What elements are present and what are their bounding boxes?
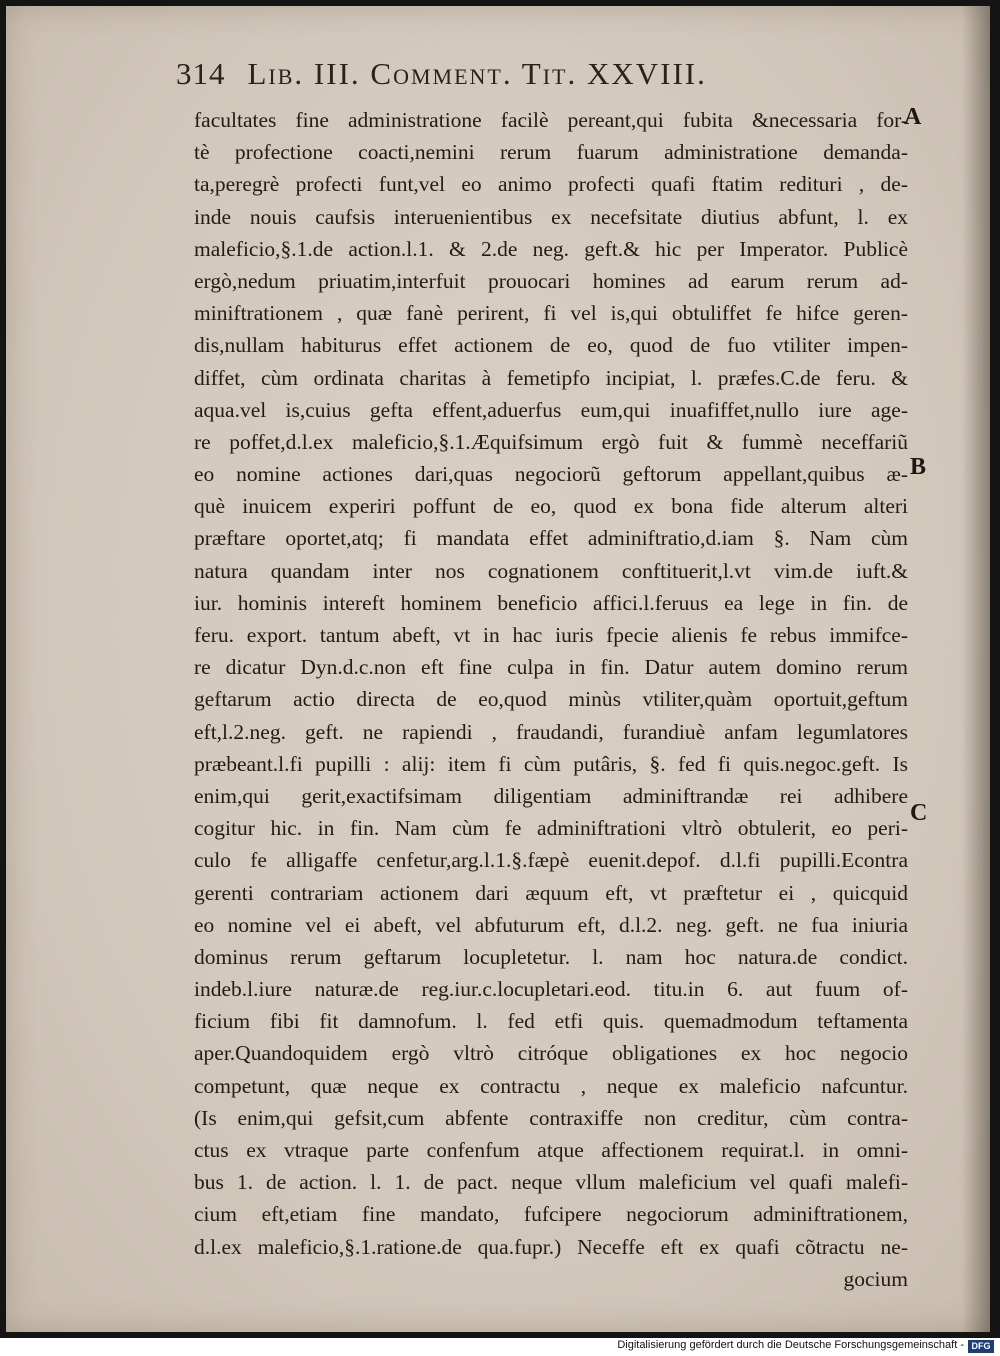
text-line: indeb.l.iure naturæ.de reg.iur.c.locupletari.eod. titu.in 6. aut fuum of-	[194, 977, 908, 1002]
running-title: Lib. III. Comment. Tit. XXVIII.	[247, 56, 707, 91]
text-line: miniftrationem , quæ fanè perirent, fi vel is,qui obtuliffet fe hifce geren-	[194, 301, 908, 326]
text-line: dis,nullam habiturus effet actionem de eo, quod de fuo vtiliter impen-	[194, 333, 908, 358]
text-line: natura quandam inter nos cognationem conftituerit,l.vt vim.de iuft.&	[194, 558, 908, 583]
text-line: ergò,nedum priuatim,interfuit prouocari homines ad earum rerum ad-	[194, 268, 908, 293]
text-line: gerenti contrariam actionem dari æquum eft, vt præftetur ei , quicquid	[194, 880, 908, 905]
text-line: culo fe alligaffe cenfetur,arg.l.1.§.fæpè euenit.depof. d.l.fi pupilli.Econtra	[194, 848, 908, 873]
margin-letter-b: B	[910, 454, 927, 480]
dfg-logo-icon: DFG	[968, 1340, 994, 1353]
text-line: què inuicem experiri poffunt de eo, quod ex bona fide alterum alteri	[194, 494, 908, 519]
text-line: inde nouis caufsis interuenientibus ex necefsitate diutius abfunt, l. ex	[194, 204, 908, 229]
page-edge-shadow	[962, 6, 990, 1332]
text-line: d.l.ex maleficio,§.1.ratione.de qua.fupr.) Neceffe eft ex quafi cõtractu ne-	[194, 1234, 908, 1259]
text-line: præbeant.l.fi pupilli : alij: item fi cùm putâris, §. fed fi quis.negoc.geft. Is	[194, 751, 908, 776]
text-line: maleficio,§.1.de action.l.1. & 2.de neg. geft.& hic per Imperator. Publicè	[194, 236, 908, 261]
margin-letter-c: C	[910, 800, 928, 826]
text-line: tè profectione coacti,nemini rerum fuarum administratione demanda-	[194, 140, 908, 165]
text-line: feru. export. tantum abeft, vt in hac iuris fpecie alienis fe rebus immifce-	[194, 623, 908, 647]
text-line: bus 1. de action. l. 1. de pact. neque vllum maleficium vel quafi malefi-	[194, 1170, 908, 1195]
footer-bar	[0, 1338, 1000, 1356]
text-line: eo nomine vel ei abeft, vel abfuturum eft, d.l.2. neg. geft. ne fua iniuria	[194, 912, 908, 937]
text-line: eo nomine actiones dari,quas negociorũ geftorum appellant,quibus æ-	[194, 462, 908, 487]
catchword: gocium	[843, 1266, 908, 1291]
text-line: competunt, quæ neque ex contractu , neque ex maleficio nafcuntur.	[194, 1073, 908, 1098]
text-line: aper.Quandoquidem ergò vltrò citróque obligationes ex hoc negocio	[194, 1041, 908, 1066]
text-line: ctus ex vtraque parte confenfum atque affectionem requirat.l. in omni-	[194, 1138, 908, 1162]
page-number: 314	[176, 56, 226, 91]
running-head	[176, 56, 707, 92]
body-text	[194, 104, 908, 1295]
text-line: re poffet,d.l.ex maleficio,§.1.Æquifsimum ergò fuit & fummè neceffariũ	[194, 429, 908, 454]
text-line: cium eft,etiam fine mandato, fufcipere negociorum adminiftrationem,	[194, 1202, 908, 1227]
text-line: geftarum actio directa de eo,quod minùs vtiliter,quàm oportuit,geftum	[194, 687, 908, 712]
text-line: diffet, cùm ordinata charitas à femetipfo incipiat, l. præfes.C.de feru. &	[194, 365, 908, 390]
margin-letter-a: A	[904, 104, 922, 130]
text-line: (Is enim,qui gefsit,cum abfente contraxiffe non creditur, cùm contra-	[194, 1105, 908, 1130]
text-line: præftare oportet,atq; fi mandata effet adminiftratio,d.iam §. Nam cùm	[194, 526, 908, 551]
text-line: cogitur hic. in fin. Nam cùm fe adminiftrationi vltrò obtulerit, eo peri-	[194, 816, 908, 841]
text-line: facultates fine administratione facilè pereant,qui fubita &necessaria for-	[194, 108, 908, 132]
text-line: ta,peregrè profecti funt,vel eo animo profecti quafi ftatim redituri , de-	[194, 172, 908, 197]
text-line: ficium fibi fit damnofum. l. fed etfi quis. quemadmodum teftamenta	[194, 1009, 908, 1034]
text-line: dominus rerum geftarum locupletetur. l. nam hoc natura.de condict.	[194, 944, 908, 969]
text-line: enim,qui gerit,exactifsimam diligentiam adminiftrandæ rei adhibere	[194, 783, 908, 808]
text-line: aqua.vel is,cuius gefta effent,aduerfus eum,qui inuafiffet,nullo iure age-	[194, 397, 908, 422]
text-line: re dicatur Dyn.d.c.non eft fine culpa in fin. Datur autem domino rerum	[194, 655, 908, 680]
text-line: iur. hominis intereft hominem beneficio affici.l.feruus ea lege in fin. de	[194, 590, 908, 615]
funding-notice: Digitalisierung gefördert durch die Deutsche Forschungsgemeinschaft -	[617, 1339, 964, 1351]
text-line: eft,l.2.neg. geft. ne rapiendi , fraudandi, furandiuè anfam legumlatores	[194, 719, 908, 744]
